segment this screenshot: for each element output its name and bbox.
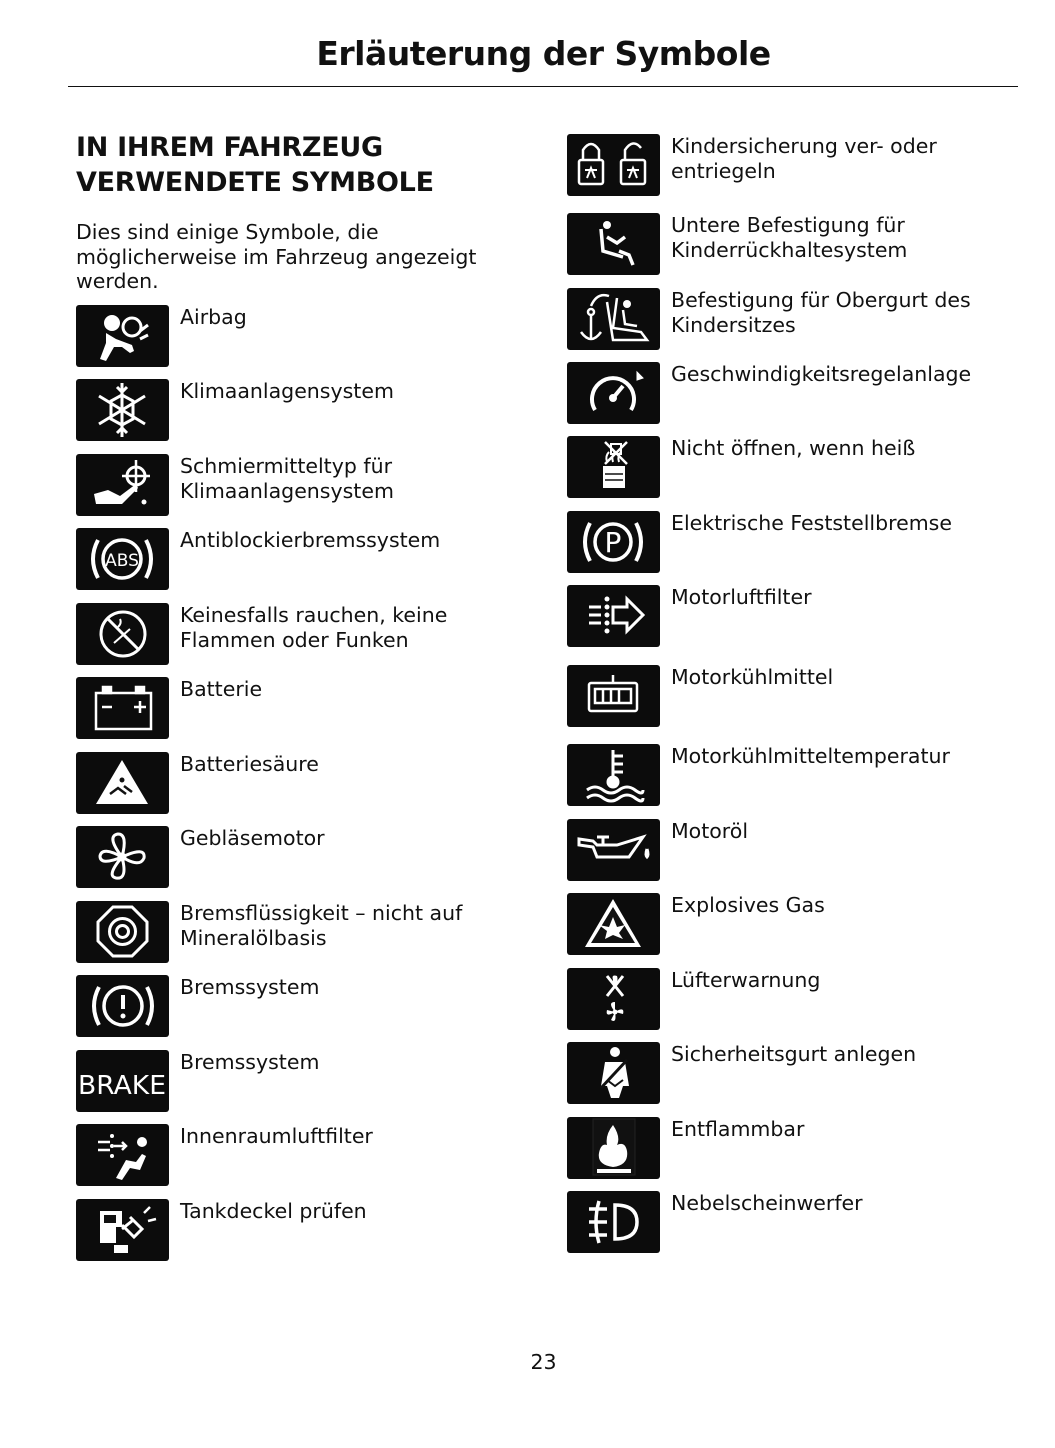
do-not-open-hot-icon bbox=[567, 436, 660, 498]
flammable-icon bbox=[567, 1117, 660, 1179]
isofix-icon bbox=[567, 213, 660, 275]
engine-air-filter-icon bbox=[567, 585, 660, 647]
symbol-label: Motoröl bbox=[671, 819, 749, 843]
symbol-label: Untere Befestigung für Kinderrückhaltesystem bbox=[671, 213, 908, 262]
symbol-label: Antiblockierbremssystem bbox=[180, 528, 441, 552]
abs-icon-text: ABS bbox=[105, 551, 139, 571]
intro-text: Dies sind einige Symbole, die möglicherweise im Fahrzeug angezeigt werden. bbox=[76, 220, 477, 293]
cruise-control-icon bbox=[567, 362, 660, 424]
symbol-label: Tankdeckel prüfen bbox=[180, 1199, 367, 1223]
symbol-label: Geschwindigkeitsregelanlage bbox=[671, 362, 972, 386]
fog-lamp-icon bbox=[567, 1191, 660, 1253]
symbol-label: Keinesfalls rauchen, keine Flammen oder Funken bbox=[180, 603, 448, 652]
symbol-label: Nebelscheinwerfer bbox=[671, 1191, 863, 1215]
symbol-label: Lüfterwarnung bbox=[671, 968, 821, 992]
oil-can-icon bbox=[567, 819, 660, 881]
symbol-label: Nicht öffnen, wenn heiß bbox=[671, 436, 916, 460]
title-divider bbox=[68, 86, 1018, 87]
symbol-label: Klimaanlagensystem bbox=[180, 379, 394, 403]
brake-icon-text: BRAKE bbox=[78, 1071, 166, 1101]
seatbelt-icon bbox=[567, 1042, 660, 1104]
symbol-label: Explosives Gas bbox=[671, 893, 825, 917]
brake-warning-icon bbox=[76, 975, 169, 1037]
parking-icon-text: P bbox=[604, 526, 622, 559]
ac-lubricant-icon bbox=[76, 454, 169, 516]
parking-brake-icon bbox=[567, 511, 660, 573]
symbol-label: Motorkühlmittel bbox=[671, 665, 834, 689]
coolant-temp-icon bbox=[567, 744, 660, 806]
symbol-label: Kindersicherung ver- oder entriegeln bbox=[671, 134, 937, 183]
section-heading-line1: IN IHREM FAHRZEUG bbox=[76, 132, 383, 163]
symbol-label: Motorkühlmitteltemperatur bbox=[671, 744, 950, 768]
symbol-label: Airbag bbox=[180, 305, 247, 329]
airbag-icon bbox=[76, 305, 169, 367]
brake-text-icon bbox=[76, 1050, 169, 1112]
symbol-label: Batterie bbox=[180, 677, 263, 701]
abs-icon bbox=[76, 528, 169, 590]
fan-warning-icon bbox=[567, 968, 660, 1030]
symbol-label: Motorluftfilter bbox=[671, 585, 812, 609]
symbol-label: Befestigung für Obergurt des Kindersitzes bbox=[671, 288, 971, 337]
section-heading bbox=[76, 130, 546, 200]
symbol-label: Innenraumluftfilter bbox=[180, 1124, 373, 1148]
page-number: 23 bbox=[530, 1350, 557, 1374]
section-heading-line2: VERWENDETE SYMBOLE bbox=[76, 167, 434, 198]
symbol-label: Elektrische Feststellbremse bbox=[671, 511, 952, 535]
battery-acid-icon bbox=[76, 752, 169, 814]
battery-icon bbox=[76, 677, 169, 739]
snowflake-icon bbox=[76, 379, 169, 441]
page-title: Erläuterung der Symbole bbox=[316, 34, 771, 73]
fuel-cap-icon bbox=[76, 1199, 169, 1261]
child-lock-icon bbox=[567, 134, 660, 196]
fan-icon bbox=[76, 826, 169, 888]
symbol-label: Bremsflüssigkeit – nicht auf Mineralölbasis bbox=[180, 901, 463, 950]
symbol-label: Gebläsemotor bbox=[180, 826, 325, 850]
explosive-gas-icon bbox=[567, 893, 660, 955]
brake-fluid-icon bbox=[76, 901, 169, 963]
symbol-label: Entflammbar bbox=[671, 1117, 805, 1141]
symbol-label: Schmiermitteltyp für Klimaanlagensystem bbox=[180, 454, 394, 503]
cabin-filter-icon bbox=[76, 1124, 169, 1186]
engine-coolant-icon bbox=[567, 665, 660, 727]
symbol-label: Sicherheitsgurt anlegen bbox=[671, 1042, 917, 1066]
symbol-label: Bremssystem bbox=[180, 1050, 320, 1074]
symbol-label: Bremssystem bbox=[180, 975, 320, 999]
top-tether-icon bbox=[567, 288, 660, 350]
symbol-label: Batteriesäure bbox=[180, 752, 319, 776]
no-smoking-icon bbox=[76, 603, 169, 665]
